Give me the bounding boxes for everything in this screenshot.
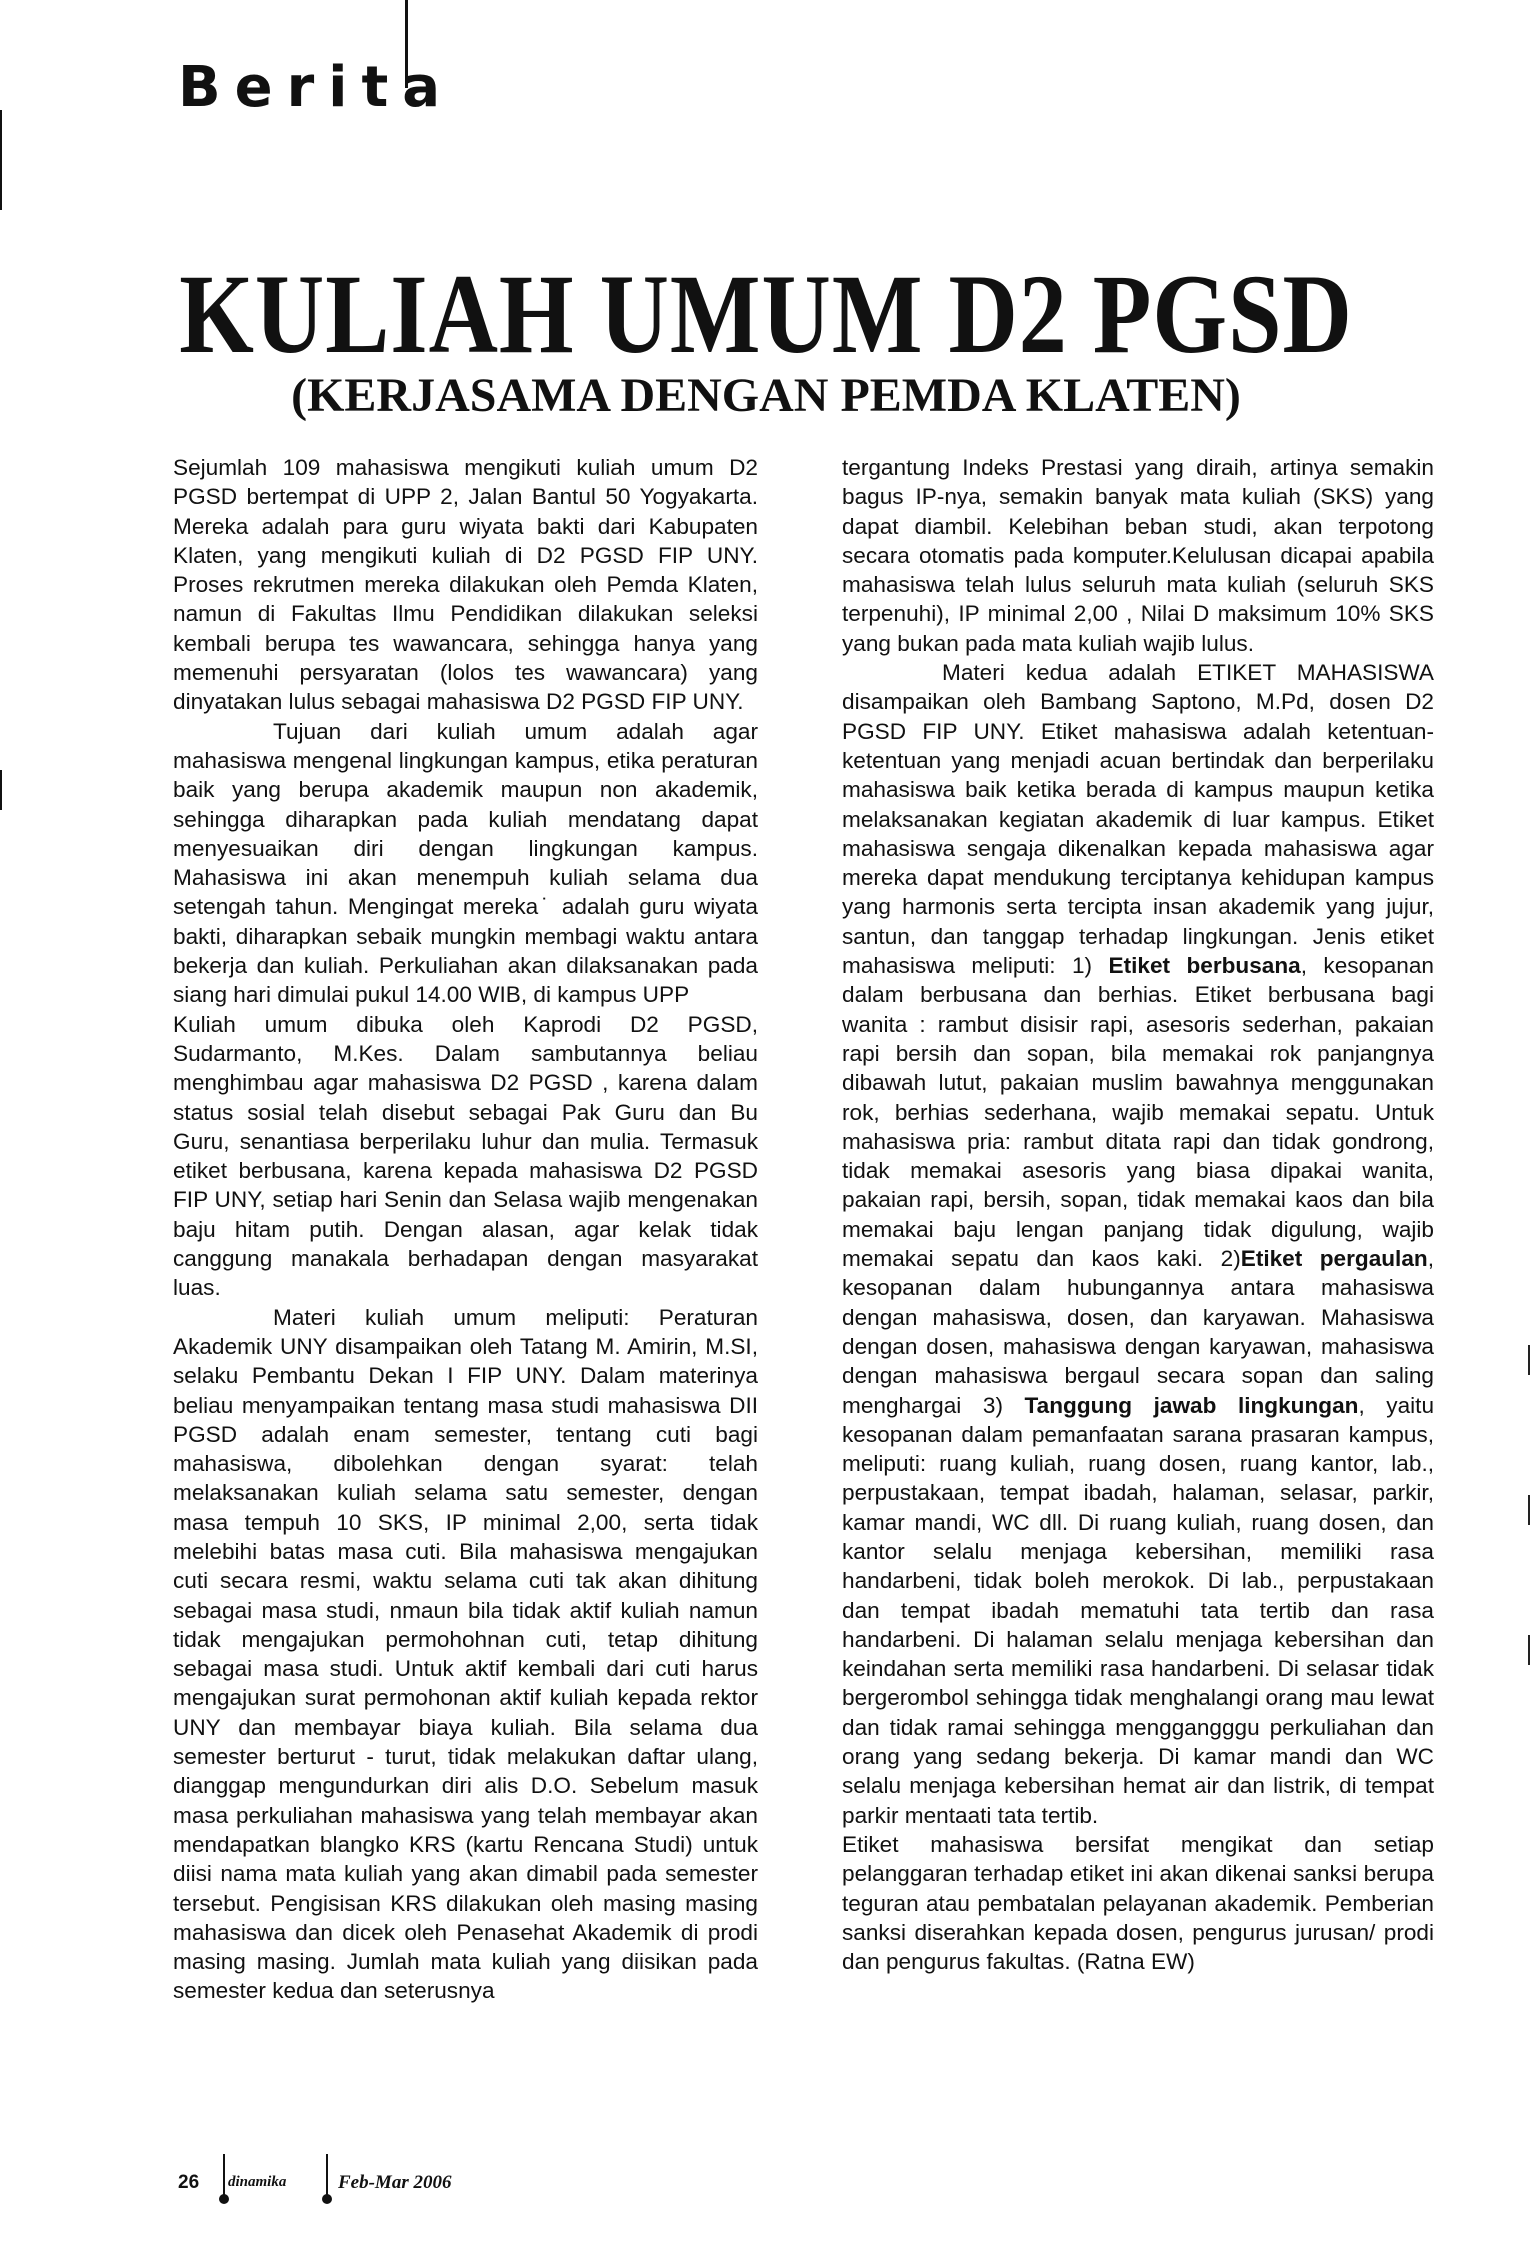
scan-edge-mark [0, 770, 2, 810]
scan-edge-mark [0, 110, 2, 210]
footer-divider [223, 2154, 225, 2198]
issue-date: Feb-Mar 2006 [338, 2172, 452, 2193]
bold-term: Etiket pergaulan [1240, 1246, 1428, 1272]
section-label: Berita [178, 55, 455, 120]
text-run: Kuliah umum dibuka oleh Kaprodi D2 PGSD, Sudarmanto, M.Kes. Dalam sambutannya beliau menghimbau agar mahasiswa D2 PGSD , karena dalam status sosial telah disebut sebagai Pak Guru dan Bu Guru, senantiasa berperilaku luhur dan mulia. Termasuk etiket berbusana, karena kepada mahasiswa D2 PGSD FIP UNY, setiap hari Senin dan Selasa wajib mengenakan baju hitam putih. Dengan alasan, agar kelak tidak canggung manakala berhadapan dengan masyarakat luas. [173, 1011, 758, 1301]
text-run: tergantung Indeks Prestasi yang diraih, artinya semakin bagus IP-nya, semakin banyak mata kuliah (SKS) yang dapat diambil. Kelebihan beban studi, akan terpotong secara otomatis pada komputer.Kelulusan dicapai apabila mahasiswa telah lulus seluruh mata kuliah (seluruh SKS terpenuhi), IP minimal 2,00 , Nilai D maksimum 10% SKS yang bukan pada mata kuliah wajib lulus. [842, 455, 1434, 656]
paragraph [173, 1303, 758, 2006]
text-run: Sejumlah 109 mahasiswa mengikuti kuliah umum D2 PGSD bertempat di UPP 2, Jalan Bantul 50 Yogyakarta. Mereka adalah para guru wiyata bakti dari Kabupaten Klaten, yang mengikuti kuliah di D2 PGSD FIP UNY. Proses rekrutmen mereka dilakukan oleh Pemda Klaten, namun di Fakultas Ilmu Pendidikan dilakukan seleksi kembali berupa tes wawancara, sehingga hanya yang memenuhi persyaratan (lolos tes wawancara) yang dinyatakan lulus sebagai mahasiswa D2 PGSD FIP UNY. [173, 455, 758, 715]
paragraph [842, 658, 1434, 1830]
paragraph [842, 1830, 1434, 1976]
bold-term: Tanggung jawab lingkungan [1024, 1392, 1359, 1418]
text-run: Tujuan dari kuliah umum adalah agar mahasiswa mengenal lingkungan kampus, etika peraturan baik yang berupa akademik maupun non akademik, sehingga diharapkan pada kuliah mendatang dapat menyesuaikan diri dengan lingkungan kampus. Mahasiswa ini akan menempuh kuliah selama dua setengah tahun. Mengingat mereka˙ adalah guru wiyata bakti, diharapkan sebaik mungkin membagi waktu antara bekerja dan kuliah. Perkuliahan akan dilaksanakan pada siang hari dimulai pukul 14.00 WIB, di kampus UPP [173, 718, 758, 1008]
article-subtitle: (KERJASAMA DENGAN PEMDA KLATEN) [291, 369, 1241, 422]
paragraph [173, 453, 758, 717]
text-run: , yaitu kesopanan dalam pemanfaatan sarana prasaran kampus, meliputi: ruang kuliah, ruang dosen, ruang kantor, lab., perpustakaan, tempat ibadah, halaman, selasar, parkir, kamar mandi, WC dll. Di ruang kuliah, ruang dosen, dan kantor selalu menjaga kebersihan, memiliki rasa handarbeni, tidak boleh merokok. Di lab., perpustakaan dan tempat ibadah mematuhi tata tertib dan rasa handarbeni. Di halaman selalu menjaga kebersihan dan keindahan serta memiliki rasa handarbeni. Di selasar tidak bergerombol sehingga tidak menghalangi orang mau lewat dan tidak ramai sehingga menggangggu perkuliahan dan orang yang sedang bekerja. Di kamar mandi dan WC selalu menjaga kebersihan hemat air dan listrik, di tempat parkir mentaati tata tertib. [842, 1392, 1435, 1828]
text-run: , kesopanan dalam hubungannya antara mahasiswa dengan mahasiswa, dosen, dan karyawan. Mahasiswa dengan dosen, mahasiswa dengan karyawan, mahasiswa dengan mahasiswa bergaul secara sopan dan saling menghargai 3) [842, 1246, 1434, 1418]
page-number: 26 [178, 2172, 200, 2193]
scan-edge-mark [1528, 1635, 1530, 1665]
footer-divider [326, 2154, 328, 2198]
text-run: , kesopanan dalam berbusana dan berhias. Etiket berbusana bagi wanita : rambut disisir rapi, asesoris sederhan, pakaian rapi bersih dan sopan, bila memakai rok panjangnya dibawah lutut, pakaian muslim bawahnya menggunakan rok, berhias sederhana, wajib memakai sepatu. Untuk mahasiswa pria: rambut ditata rapi dan tidak gondrong, tidak memakai asesoris yang biasa dipakai wanita, pakaian rapi, bersih, sopan, tidak memakai kaos dan bila memakai baju lengan panjang tidak digulung, wajib memakai sepatu dan kaos kaki. 2) [842, 953, 1434, 1272]
scan-edge-mark [1528, 1495, 1530, 1525]
magazine-name: dinamika [228, 2174, 287, 2190]
paragraph [173, 1010, 758, 1303]
article-title: KULIAH UMUM D2 PGSD [179, 250, 1353, 377]
footer-dot [219, 2194, 229, 2204]
paragraph [173, 717, 758, 1010]
footer-dot [322, 2194, 332, 2204]
text-run: Materi kedua adalah ETIKET MAHASISWA disampaikan oleh Bambang Saptono, M.Pd, dosen D2 PGSD FIP UNY. Etiket mahasiswa adalah ketentuan-ketentuan yang menjadi acuan bertindak dan berperilaku mahasiswa baik ketika berada di kampus maupun ketika melaksanakan kegiatan akademik di luar kampus. Etiket mahasiswa sengaja dikenalkan kepada mahasiswa agar mereka dapat mendukung terciptanya kehidupan kampus yang harmonis serta tercipta insan akademik yang jujur, santun, dan tanggap terhadap lingkungan. Jenis etiket mahasiswa meliputi: 1) [842, 660, 1434, 979]
paragraph [842, 453, 1434, 658]
left-column [173, 453, 758, 2006]
text-run: Etiket mahasiswa bersifat mengikat dan setiap pelanggaran terhadap etiket ini akan dikenai sanksi berupa teguran atau pembatalan pelayanan akademik. Pemberian sanksi diserahkan kepada dosen, pengurus jurusan/ prodi dan pengurus fakultas. (Ratna EW) [842, 1831, 1434, 1975]
right-column [842, 453, 1434, 1976]
bold-term: Etiket berbusana [1108, 953, 1301, 979]
text-run: Materi kuliah umum meliputi: Peraturan Akademik UNY disampaikan oleh Tatang M. Amirin, M.SI, selaku Pembantu Dekan I FIP UNY. Dalam materinya beliau menyampaikan tentang masa studi mahasiswa DII PGSD adalah enam semester, tentang cuti bagi mahasiswa, dibolehkan dengan syarat: telah melaksanakan kuliah selama satu semester, dengan masa tempuh 10 SKS, IP minimal 2,00, serta tidak melebihi batas masa cuti. Bila mahasiswa mengajukan cuti secara resmi, waktu selama cuti tak akan dihitung sebagai masa studi, nmaun bila tidak aktif kuliah namun tidak mengajukan permohohnan cuti, tetap dihitung sebagai masa studi. Untuk aktif kembali dari cuti harus mengajukan surat permohonan aktif kuliah kepada rektor UNY dan membayar biaya kuliah. Bila selama dua semester berturut - turut, tidak melakukan daftar ulang, dianggap mengundurkan diri alis D.O. Sebelum masuk masa perkuliahan mahasiswa yang telah membayar akan mendapatkan blangko KRS (kartu Rencana Studi) untuk diisi nama mata kuliah yang akan dimabil pada semester tersebut. Pengisisan KRS dilakukan oleh masing masing mahasiswa dan dicek oleh Penasehat Akademik di prodi masing masing. Jumlah mata kuliah yang diisikan pada semester kedua dan seterusnya [173, 1304, 758, 2004]
scan-edge-mark [1528, 1345, 1530, 1375]
